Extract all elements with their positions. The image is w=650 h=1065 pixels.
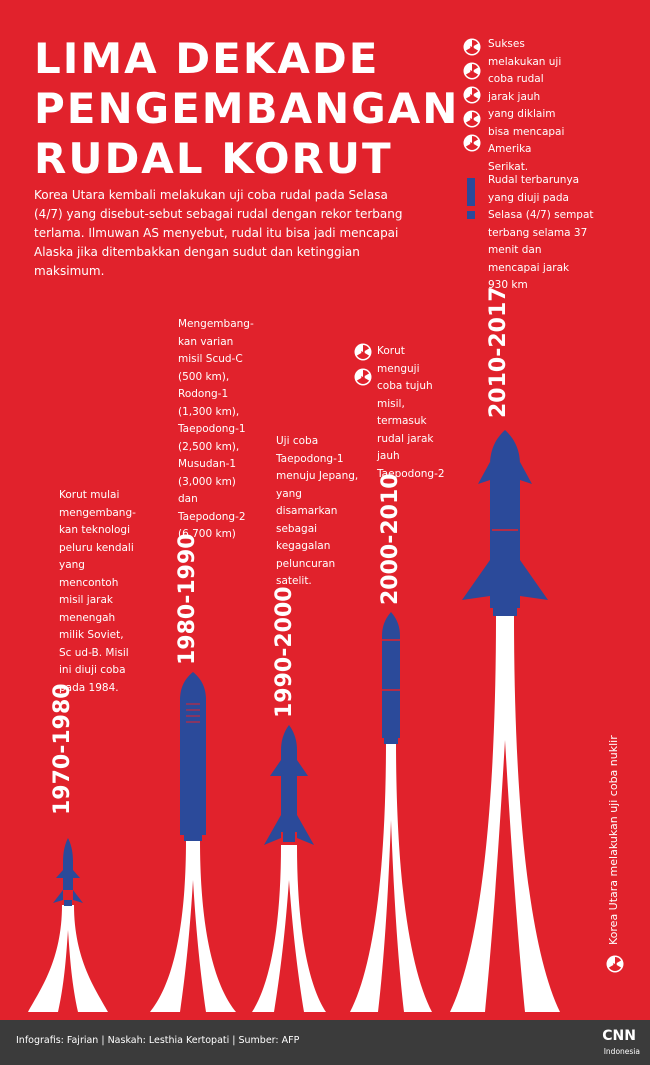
nuclear-icon xyxy=(463,110,481,128)
exclamation-icon xyxy=(465,178,477,220)
cnn-logo: CNN xyxy=(602,1028,636,1044)
footer-credit: Infografis: Fajrian | Naskah: Lesthia Kertopati | Sumber: AFP xyxy=(16,1035,300,1046)
nuclear-icon xyxy=(354,343,372,361)
rocket-1980-1990 xyxy=(180,672,206,841)
intro-paragraph: Korea Utara kembali melakukan uji coba rudal pada Selasa (4/7) yang disebut-sebut sebagai rudal dengan rekor terbang terlama. Ilmuwan AS menyebut, rudal itu bisa jadi mencapai Alaska jika ditembakkan dengan sudut dan ketinggian maksimum. xyxy=(34,188,403,278)
nuclear-legend-label: Korea Utara melakukan uji coba nuklir xyxy=(607,735,620,945)
latest-missile-note: Rudal terbarunya yang diuji pada Selasa (4/7) sempat terbang selama 37 menit dan mencapai jarak 930 km xyxy=(488,174,594,291)
era-note-1980-1990: Mengembang- kan varian misil Scud-C (500 km), Rodong-1 (1,300 km), Taepodong-1 (2,500 km), Musudan-1 (3,000 km) dan Taepodong-2 (6,700 km) xyxy=(178,318,254,540)
rocket-2000-2010 xyxy=(382,612,400,744)
nuclear-icon xyxy=(463,62,481,80)
nuclear-icon xyxy=(463,38,481,56)
era-label-2000-2010: 2000-2010 xyxy=(378,473,403,605)
nuclear-icon xyxy=(606,955,624,973)
era-note-2000-2010: Korut menguji coba tujuh misil, termasuk rudal jarak jauh Taepodong-2 xyxy=(377,345,445,480)
era-label-1990-2000: 1990-2000 xyxy=(272,586,297,718)
nuclear-icon xyxy=(463,134,481,152)
trail-2010-2017 xyxy=(450,615,560,1012)
trail-1990-2000 xyxy=(252,845,326,1012)
title-line-2: PENGEMBANGAN xyxy=(34,84,460,133)
cnn-logo-subtitle: Indonesia xyxy=(603,1047,640,1056)
success-note: Sukses melakukan uji coba rudal jarak jauh yang diklaim bisa mencapai Amerika Serikat. xyxy=(488,38,565,173)
title-line-3: RUDAL KORUT xyxy=(34,134,393,183)
trail-1970-1980 xyxy=(28,905,108,1012)
era-note-1990-2000: Uji coba Taepodong-1 menuju Jepang, yang disamarkan sebagai kegagalan peluncuran satelit. xyxy=(276,435,359,587)
title-line-1: LIMA DEKADE xyxy=(34,34,380,83)
era-note-1970-1980: Korut mulai mengembang- kan teknologi peluru kendali yang mencontoh misil jarak menengah milik Soviet, Sc ud-B. Misil ini diuji coba pada 1984. xyxy=(59,489,136,694)
nuclear-icon xyxy=(463,86,481,104)
trail-2000-2010 xyxy=(350,740,432,1012)
era-label-2010-2017: 2010-2017 xyxy=(486,286,511,418)
rocket-1970-1980 xyxy=(53,838,83,906)
era-label-1980-1990: 1980-1990 xyxy=(175,533,200,665)
trail-1980-1990 xyxy=(150,840,236,1012)
rocket-1990-2000 xyxy=(264,725,314,845)
footer-bar xyxy=(0,1020,650,1065)
era-label-1970-1980: 1970-1980 xyxy=(50,683,75,815)
nuclear-icon xyxy=(354,368,372,386)
